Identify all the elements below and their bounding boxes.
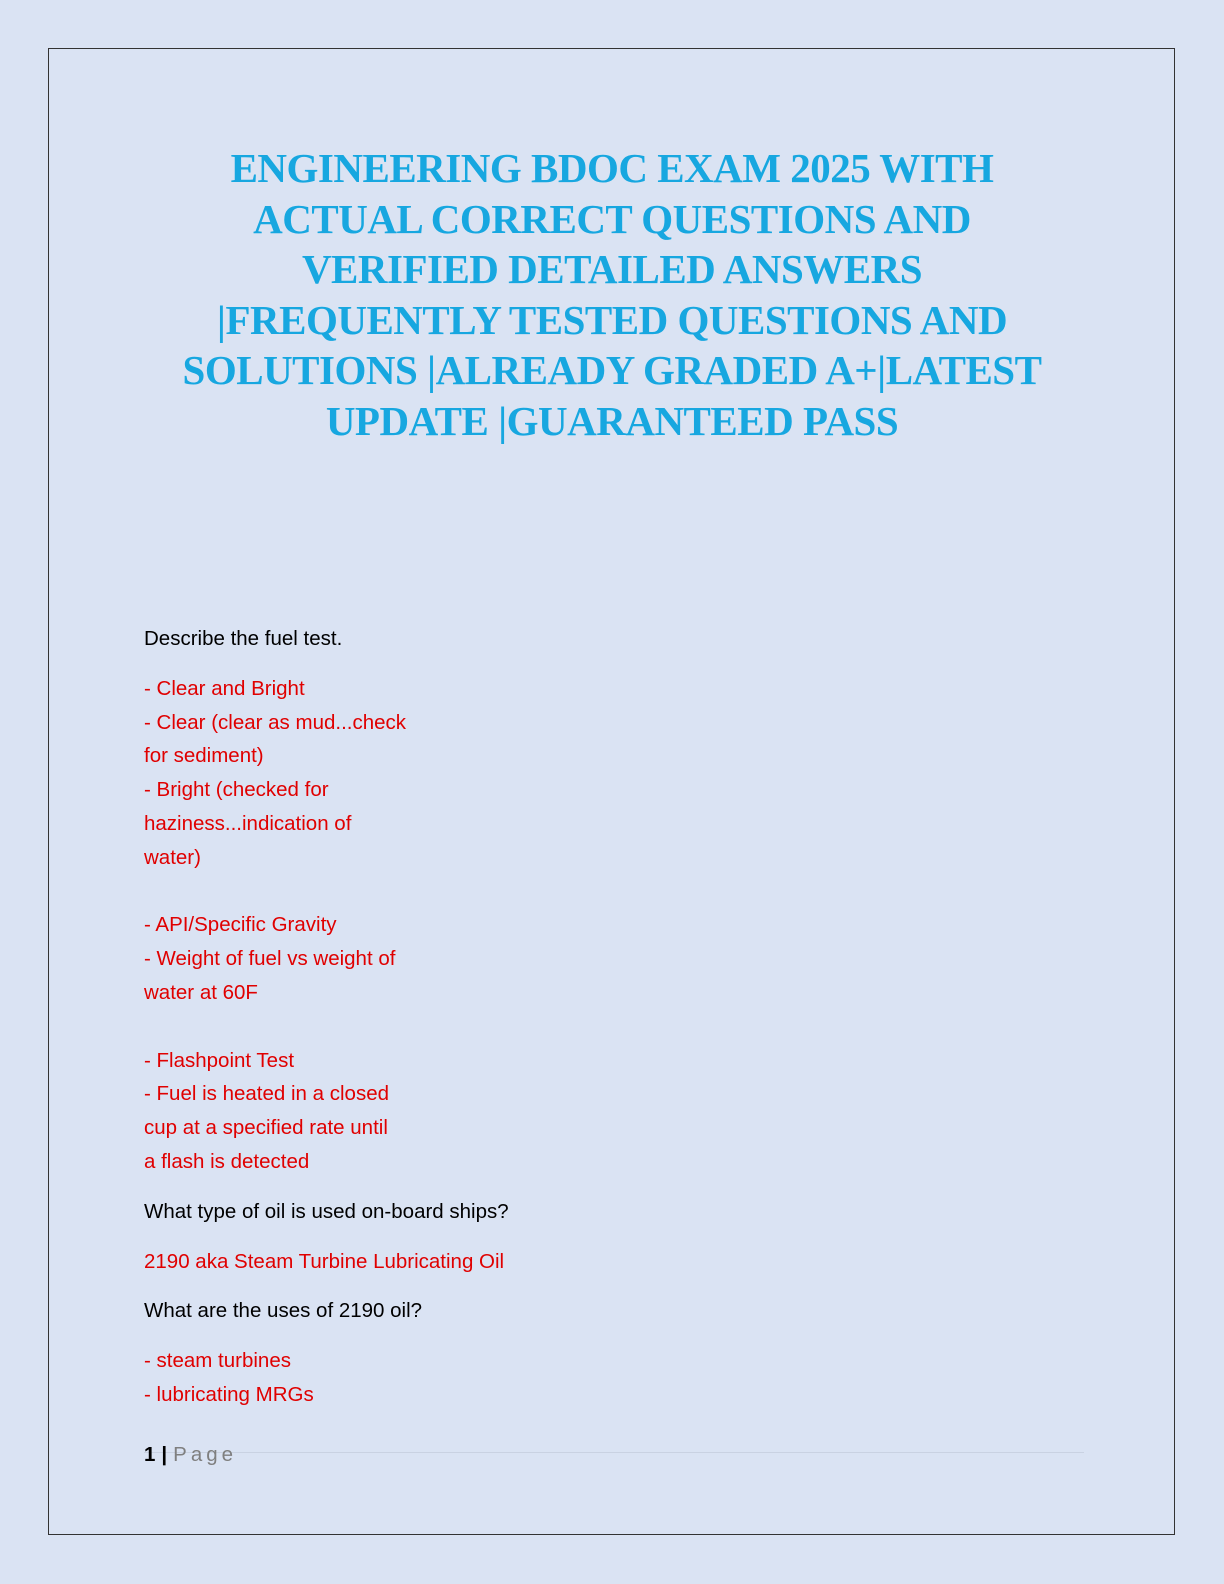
- answer-line: water): [144, 845, 201, 869]
- answer-line: - Clear (clear as mud...check: [144, 710, 407, 734]
- answer-line: a flash is detected: [144, 1149, 310, 1173]
- answer-line: - Clear and Bright: [144, 676, 305, 700]
- title-line: |FREQUENTLY TESTED QUESTIONS AND: [216, 296, 1008, 343]
- answer-line: water at 60F: [144, 980, 258, 1004]
- page-footer: [144, 1440, 237, 1470]
- title-line: VERIFIED DETAILED ANSWERS: [301, 246, 923, 292]
- footer-rule: [144, 1452, 1084, 1453]
- title-line: SOLUTIONS |ALREADY GRADED A+|LATEST: [182, 347, 1042, 393]
- answer-line: - Fuel is heated in a closed: [144, 1082, 389, 1106]
- answer-line: for sediment): [144, 744, 264, 768]
- page-number: 1: [144, 1443, 156, 1466]
- answer-line: 2190 aka Steam Turbine Lubricating Oil: [144, 1249, 505, 1273]
- answer-line: - Weight of fuel vs weight of: [144, 947, 396, 971]
- question: Describe the fuel test.: [144, 627, 343, 650]
- question: What type of oil is used on-board ships?: [144, 1199, 509, 1223]
- answer: [144, 672, 1044, 1179]
- answer-line: cup at a specified rate until: [144, 1116, 388, 1140]
- page-label: Page: [173, 1443, 238, 1466]
- answer-line: [144, 875, 1044, 909]
- title-line: UPDATE |GUARANTEED PASS: [325, 397, 899, 444]
- answer-line: - Bright (checked for: [144, 778, 329, 802]
- answer-line: - lubricating MRGs: [144, 1382, 314, 1406]
- answer-line: [144, 1010, 1044, 1044]
- answer-line: - Flashpoint Test: [144, 1048, 295, 1072]
- title-line: ENGINEERING BDOC EXAM 2025 WITH: [230, 145, 994, 191]
- answer-line: haziness...indication of: [144, 811, 352, 835]
- title-line: ACTUAL CORRECT QUESTIONS AND: [253, 195, 971, 242]
- question: What are the uses of 2190 oil?: [144, 1299, 423, 1323]
- page-separator: |: [161, 1443, 168, 1466]
- answer-line: - API/Specific Gravity: [144, 913, 337, 937]
- answer: [144, 1245, 1044, 1279]
- document-title: [150, 143, 1074, 446]
- answer: [144, 1344, 1044, 1412]
- qa-content: [144, 622, 1044, 1428]
- answer-line: - steam turbines: [144, 1349, 291, 1373]
